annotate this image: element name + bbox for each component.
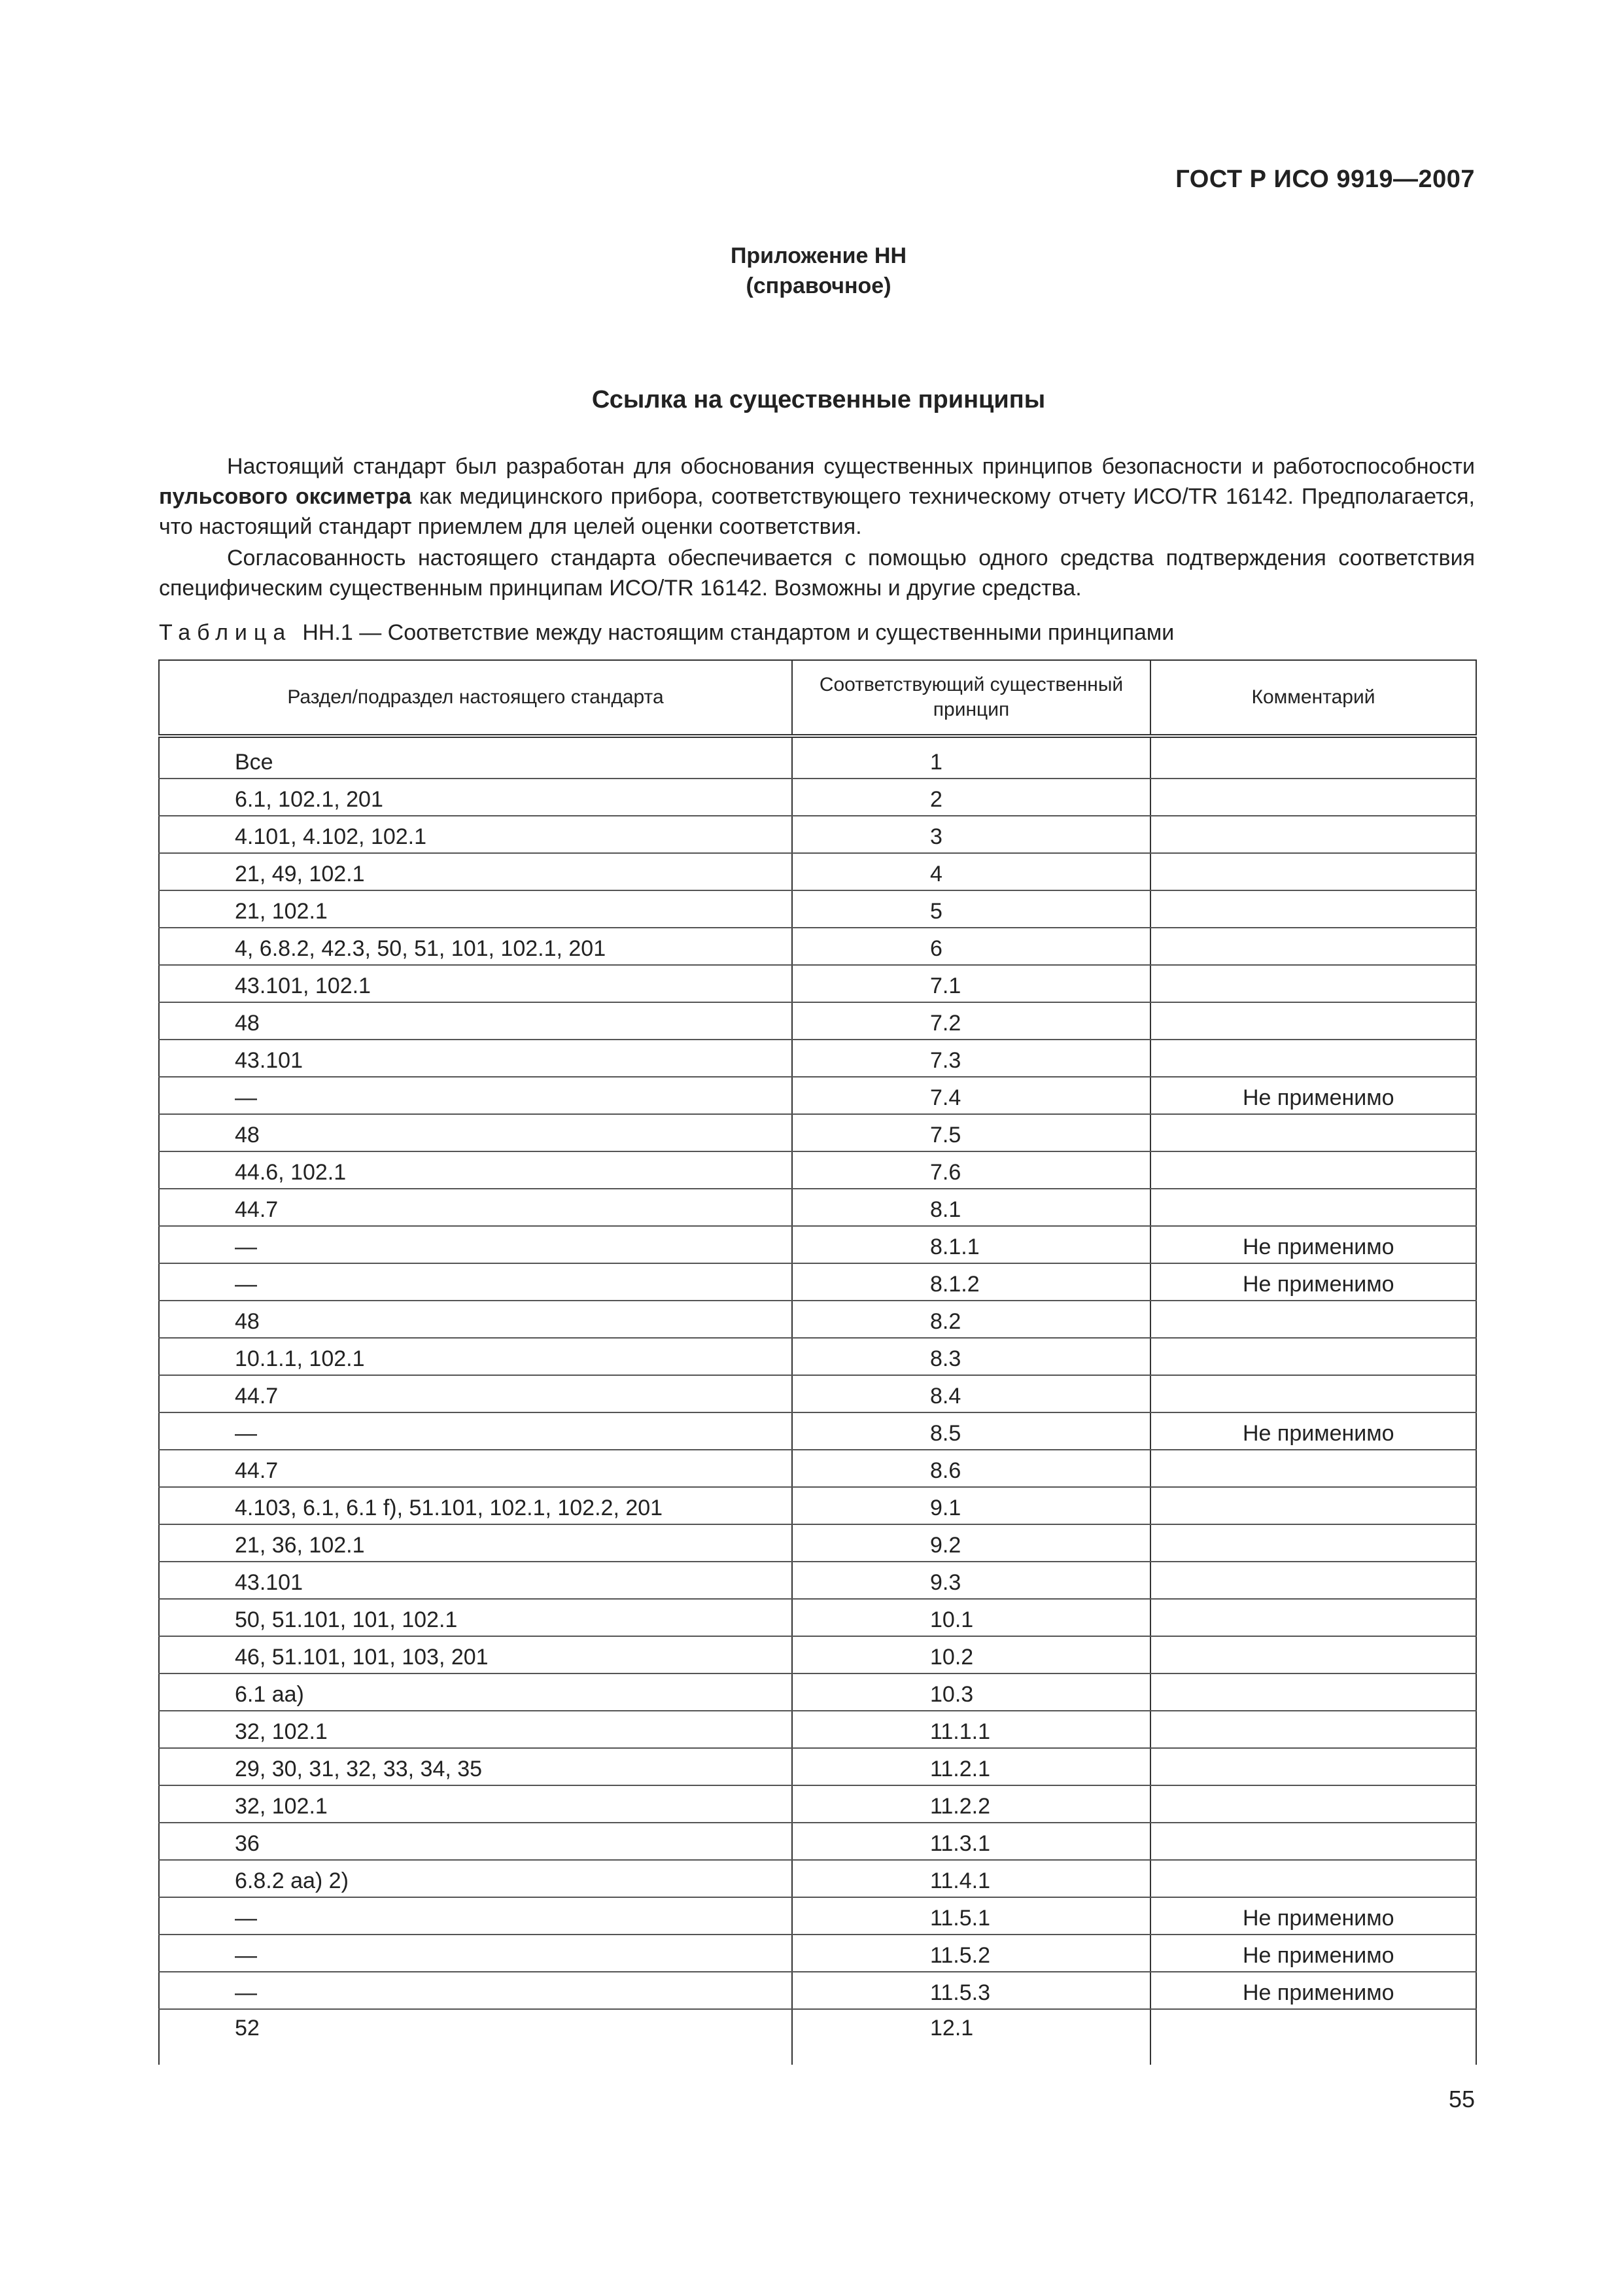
table-row — [159, 1412, 1476, 1450]
intro-paragraph-1 — [159, 451, 1475, 542]
p2-text: Согласованность настоящего стандарта обеспечивается с помощью одного средства подтверждения соответствия специфическим существенным принципам ИСО/TR 16142. Возможны и другие средства. — [159, 546, 1475, 601]
cell-principle: 11.5.2 — [792, 1935, 1150, 1972]
cell-section: 43.101 — [159, 1562, 792, 1599]
header-principle: Соответствующий существенный принцип — [792, 660, 1150, 736]
cell-section: — — [159, 1935, 792, 1972]
cell-section: 36 — [159, 1823, 792, 1860]
cell-comment — [1150, 853, 1476, 890]
cell-principle: 8.1.1 — [792, 1226, 1150, 1263]
cell-section: 21, 36, 102.1 — [159, 1524, 792, 1562]
cell-principle: 11.1.1 — [792, 1711, 1150, 1748]
cell-comment — [1150, 928, 1476, 965]
cell-comment — [1150, 1636, 1476, 1673]
table-row — [159, 1524, 1476, 1562]
table-row — [159, 1002, 1476, 1040]
cell-comment — [1150, 816, 1476, 853]
cell-section: 6.1 aa) — [159, 1673, 792, 1711]
cell-section: 44.6, 102.1 — [159, 1151, 792, 1189]
page-number: 55 — [1448, 2086, 1475, 2112]
cell-comment — [1150, 1114, 1476, 1151]
table-row — [159, 1114, 1476, 1151]
cell-principle: 9.3 — [792, 1562, 1150, 1599]
correspondence-table-container — [158, 659, 1476, 2065]
table-row — [159, 779, 1476, 816]
p1-text-after: как медицинского прибора, соответствующего техническому отчету ИСО/TR 16142. Предполагается, что настоящий стандарт приемлем для целей оценки соответствия. — [159, 484, 1475, 539]
cell-comment — [1150, 965, 1476, 1002]
cell-comment — [1150, 1450, 1476, 1487]
cell-comment — [1150, 890, 1476, 928]
cell-principle: 8.2 — [792, 1301, 1150, 1338]
cell-section: 6.8.2 aa) 2) — [159, 1860, 792, 1897]
cell-principle: 2 — [792, 779, 1150, 816]
table-row — [159, 1226, 1476, 1263]
cell-principle: 8.1.2 — [792, 1263, 1150, 1301]
header-section: Раздел/подраздел настоящего стандарта — [159, 660, 792, 736]
cell-principle: 11.4.1 — [792, 1860, 1150, 1897]
cell-principle: 9.2 — [792, 1524, 1150, 1562]
table-body — [159, 736, 1476, 2065]
cell-comment — [1150, 1748, 1476, 1785]
cell-section: 50, 51.101, 101, 102.1 — [159, 1599, 792, 1636]
cell-comment — [1150, 1189, 1476, 1226]
table-row — [159, 1897, 1476, 1935]
table-caption-label: Таблица — [159, 620, 292, 645]
cell-section: 29, 30, 31, 32, 33, 34, 35 — [159, 1748, 792, 1785]
table-row — [159, 890, 1476, 928]
cell-section: 6.1, 102.1, 201 — [159, 779, 792, 816]
table-row — [159, 736, 1476, 779]
cell-comment: Не применимо — [1150, 1263, 1476, 1301]
cell-comment — [1150, 1301, 1476, 1338]
cell-comment: Не применимо — [1150, 1412, 1476, 1450]
appendix-heading — [0, 241, 1624, 301]
cell-principle: 11.5.1 — [792, 1897, 1150, 1935]
table-row — [159, 853, 1476, 890]
cell-principle: 10.2 — [792, 1636, 1150, 1673]
cell-principle: 7.5 — [792, 1114, 1150, 1151]
p1-bold-term: пульсового оксиметра — [159, 484, 411, 509]
cell-comment — [1150, 1673, 1476, 1711]
table-row — [159, 2009, 1476, 2065]
table-row — [159, 1040, 1476, 1077]
cell-principle: 8.6 — [792, 1450, 1150, 1487]
cell-principle: 11.3.1 — [792, 1823, 1150, 1860]
cell-principle: 10.3 — [792, 1673, 1150, 1711]
cell-section: 48 — [159, 1002, 792, 1040]
cell-section: 21, 49, 102.1 — [159, 853, 792, 890]
table-row — [159, 1263, 1476, 1301]
cell-comment — [1150, 1002, 1476, 1040]
cell-comment: Не применимо — [1150, 1935, 1476, 1972]
header-comment: Комментарий — [1150, 660, 1476, 736]
table-row — [159, 1972, 1476, 2009]
table-caption-text: НН.1 — Соответствие между настоящим стандартом и существенными принципами — [302, 620, 1175, 645]
cell-section: — — [159, 1897, 792, 1935]
cell-section: Все — [159, 736, 792, 779]
cell-principle: 8.3 — [792, 1338, 1150, 1375]
table-row — [159, 965, 1476, 1002]
cell-section: 44.7 — [159, 1375, 792, 1412]
cell-comment — [1150, 1338, 1476, 1375]
cell-section: 48 — [159, 1114, 792, 1151]
cell-principle: 5 — [792, 890, 1150, 928]
cell-comment — [1150, 1151, 1476, 1189]
cell-section: 48 — [159, 1301, 792, 1338]
cell-comment — [1150, 1860, 1476, 1897]
cell-comment — [1150, 1562, 1476, 1599]
table-row — [159, 1860, 1476, 1897]
table-row — [159, 816, 1476, 853]
cell-section: — — [159, 1263, 792, 1301]
table-row — [159, 1338, 1476, 1375]
table-row — [159, 1487, 1476, 1524]
cell-principle: 7.4 — [792, 1077, 1150, 1114]
cell-section: 4.101, 4.102, 102.1 — [159, 816, 792, 853]
cell-principle: 7.2 — [792, 1002, 1150, 1040]
cell-section: 43.101, 102.1 — [159, 965, 792, 1002]
appendix-title: Приложение НН — [730, 243, 907, 268]
document-code: ГОСТ Р ИСО 9919—2007 — [1175, 166, 1475, 193]
cell-principle: 4 — [792, 853, 1150, 890]
table-row — [159, 1711, 1476, 1748]
cell-principle: 3 — [792, 816, 1150, 853]
cell-comment — [1150, 1823, 1476, 1860]
table-row — [159, 1785, 1476, 1823]
cell-comment — [1150, 1375, 1476, 1412]
table-row — [159, 1450, 1476, 1487]
table-row — [159, 1562, 1476, 1599]
cell-comment — [1150, 1785, 1476, 1823]
cell-section: 32, 102.1 — [159, 1785, 792, 1823]
cell-comment — [1150, 779, 1476, 816]
table-row — [159, 1823, 1476, 1860]
cell-comment — [1150, 1487, 1476, 1524]
intro-paragraph-2 — [159, 543, 1475, 603]
cell-comment: Не применимо — [1150, 1972, 1476, 2009]
cell-comment — [1150, 1599, 1476, 1636]
cell-principle: 8.4 — [792, 1375, 1150, 1412]
cell-section: 44.7 — [159, 1189, 792, 1226]
cell-comment — [1150, 2009, 1476, 2065]
table-row — [159, 1375, 1476, 1412]
cell-section: 21, 102.1 — [159, 890, 792, 928]
cell-principle: 7.6 — [792, 1151, 1150, 1189]
table-row — [159, 1189, 1476, 1226]
cell-comment: Не применимо — [1150, 1226, 1476, 1263]
cell-principle: 9.1 — [792, 1487, 1150, 1524]
cell-comment: Не применимо — [1150, 1897, 1476, 1935]
page-title: Ссылка на существенные принципы — [591, 386, 1046, 413]
cell-principle: 11.5.3 — [792, 1972, 1150, 2009]
cell-section: — — [159, 1226, 792, 1263]
cell-comment — [1150, 1711, 1476, 1748]
cell-comment — [1150, 1524, 1476, 1562]
p1-text-before: Настоящий стандарт был разработан для обоснования существенных принципов безопасности и работоспособности — [227, 454, 1475, 479]
cell-principle: 11.2.2 — [792, 1785, 1150, 1823]
cell-comment: Не применимо — [1150, 1077, 1476, 1114]
table-row — [159, 1301, 1476, 1338]
table-row — [159, 1599, 1476, 1636]
cell-principle: 10.1 — [792, 1599, 1150, 1636]
cell-principle: 6 — [792, 928, 1150, 965]
cell-section: 52 — [159, 2009, 792, 2065]
cell-comment — [1150, 736, 1476, 779]
table-row — [159, 1151, 1476, 1189]
table-row — [159, 1935, 1476, 1972]
table-caption — [159, 618, 1174, 648]
cell-section: — — [159, 1077, 792, 1114]
table-row — [159, 1077, 1476, 1114]
cell-principle: 11.2.1 — [792, 1748, 1150, 1785]
table-header-row — [159, 660, 1476, 736]
table-row — [159, 928, 1476, 965]
cell-section: 4.103, 6.1, 6.1 f), 51.101, 102.1, 102.2, 201 — [159, 1487, 792, 1524]
cell-principle: 1 — [792, 736, 1150, 779]
cell-principle: 8.5 — [792, 1412, 1150, 1450]
cell-section: — — [159, 1412, 792, 1450]
correspondence-table — [158, 659, 1477, 2065]
table-row — [159, 1636, 1476, 1673]
cell-section: 10.1.1, 102.1 — [159, 1338, 792, 1375]
cell-comment — [1150, 1040, 1476, 1077]
cell-section: 43.101 — [159, 1040, 792, 1077]
cell-principle: 8.1 — [792, 1189, 1150, 1226]
cell-principle: 7.1 — [792, 965, 1150, 1002]
cell-section: 4, 6.8.2, 42.3, 50, 51, 101, 102.1, 201 — [159, 928, 792, 965]
cell-section: 44.7 — [159, 1450, 792, 1487]
cell-section: 32, 102.1 — [159, 1711, 792, 1748]
table-row — [159, 1673, 1476, 1711]
table-row — [159, 1748, 1476, 1785]
cell-section: 46, 51.101, 101, 103, 201 — [159, 1636, 792, 1673]
cell-principle: 7.3 — [792, 1040, 1150, 1077]
appendix-subtitle: (справочное) — [746, 273, 891, 298]
cell-principle: 12.1 — [792, 2009, 1150, 2065]
cell-section: — — [159, 1972, 792, 2009]
